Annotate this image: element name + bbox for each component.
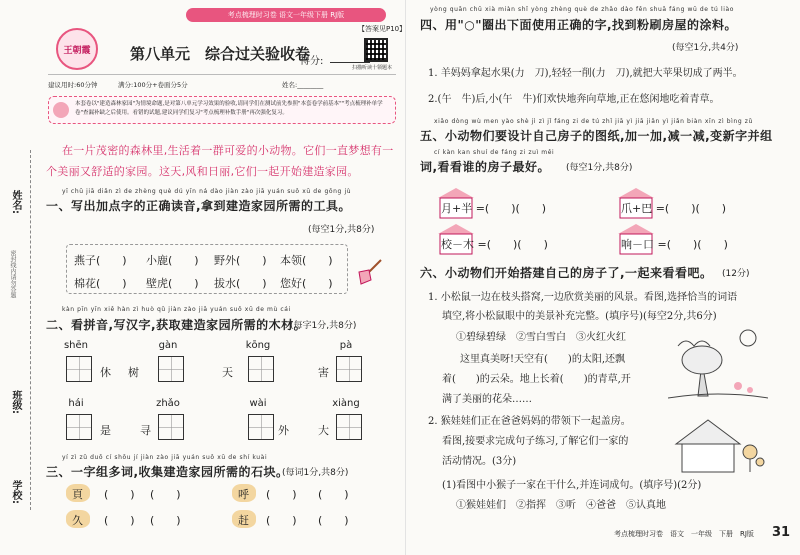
q3-blank-1a[interactable]: ( ) [104,488,135,501]
q2-score: (每字1分,共8分) [290,321,357,331]
q2-py-8: xiàng [332,398,360,409]
q2-py-3: kōng [245,340,271,351]
q6-p2-line2: 看图,接要求完成句子练习,了解它们一家的 [442,436,629,447]
q4-pinyin: yòng quān chū xià miàn shǐ yòng zhèng què de zhǎo dào fěn shuā fáng wū de tú liào [430,6,735,13]
class-label: 班级: [10,390,21,414]
q2-py-2: gàn [158,340,178,351]
q2-box-8[interactable] [336,414,362,440]
q2-py-6: zhǎo [156,398,180,409]
q5-eq-4[interactable]: 响－口 =( )( ) [621,238,728,251]
q2-box-2[interactable] [158,356,184,382]
q1-item-7[interactable]: 拔水( ) [214,277,267,290]
q1-score: (每空1分,共8分) [308,225,375,235]
qr-code-icon [364,38,388,62]
qr-caption: 扫描听读十领题本 [352,65,393,71]
q5-eq-1[interactable]: 月+半 =( )( ) [441,202,547,215]
scene-illustration [668,326,768,404]
q2-box-6[interactable] [158,414,184,440]
intro-box [48,96,396,124]
q1-item-8[interactable]: 您好( ) [280,277,333,290]
q2-char-6: 寻 [140,424,151,437]
q2-char-8: 大 [318,424,329,437]
page-title: 第八单元 综合过关验收卷 [130,45,311,63]
q6-options-2: ①猴娃娃们 ②指挥 ③听 ④爸爸 ⑤认真地 [456,500,666,511]
q2-pinyin: kàn pīn yīn xiě hàn zì huò qǔ jiàn zào jiā yuán suǒ xū de mù cái [62,306,291,313]
q2-char-4: 害 [318,366,329,379]
q3-char-1: 頁 [72,488,83,501]
q2-box-4[interactable] [336,356,362,382]
q5-title-1: 五、小动物们要设计自己房子的图纸,加一加,减一减,变新字并组 [420,129,773,143]
q2-char-1: 休 [100,366,111,379]
score-label: 得分: [300,56,324,67]
q6-title: 六、小动物们开始搭建自己的房子了,一起来看看吧。 [420,266,713,280]
q5-eq-3[interactable]: 校－木 =( )( ) [441,238,548,251]
q2-py-1: shēn [63,340,89,351]
meta-name: 姓名:________ [282,81,324,89]
monkey-family-illustration [668,414,768,476]
q3-title: 三、一字组多词,收集建造家园所需的石块。 [46,465,289,479]
q3-blank-2b[interactable]: ( ) [318,488,349,501]
q3-blank-3a[interactable]: ( ) [104,514,135,527]
q2-char-3: 天 [222,366,233,379]
q1-item-3[interactable]: 野外( ) [214,254,267,267]
score-line [330,62,370,63]
q3-blank-4a[interactable]: ( ) [266,514,297,527]
q5-pinyin: xiǎo dòng wù men yào shè jì zì jǐ fáng zi de tú zhǐ jiā yì jiā jiǎn yì jiǎn biàn xīn zì bìng zǔ [434,118,753,125]
q6-options-1: ①碧绿碧绿 ②雪白雪白 ③火红火红 [456,332,626,343]
q4-sentence-2[interactable]: 2.(午 牛)后,小(午 牛)们欢快地奔向草地,正在悠闲地吃着青草。 [428,94,720,105]
seal-line [30,150,31,510]
q1-title: 一、写出加点字的正确读音,拿到建造家园所需的工具。 [46,199,352,213]
header-divider [48,74,396,75]
q2-title: 二、看拼音,写汉字,获取建造家园所需的木材。 [46,318,307,332]
q1-item-4[interactable]: 本领( ) [280,254,333,267]
q6-p2-line1: 2. 猴娃娃们正在爸爸妈妈的带领下一起盖房。 [428,416,631,427]
fold-line [405,0,406,555]
q2-py-4: pà [339,340,353,351]
q1-item-2[interactable]: 小鹿( ) [146,254,199,267]
q6-fill-2[interactable]: 着( )的云朵。地上长着( )的青草,开 [442,374,631,385]
q6-fill-3: 满了美丽的花朵…… [442,394,532,405]
q1-item-1[interactable]: 燕子( ) [74,254,127,267]
q3-score: (每词1分,共8分) [282,468,349,478]
q2-box-1[interactable] [66,356,92,382]
meta-full: 满分:100分+卷面分5分 [118,81,188,89]
q6-fill-1[interactable]: 这里真美呀!天空有( )的太阳,还飘 [460,354,625,365]
meta-time: 建议用时:60分钟 [48,81,98,89]
q3-pinyin: yí zì zǔ duō cí shōu jí jiàn zào jiā yuán suǒ xū de shí kuài [62,454,268,461]
q5-pinyin-2: cí kàn kan shuí de fáng zi zuì měi [434,149,555,156]
q6-p2-line3: 活动情况。(3分) [442,456,517,467]
logo [56,28,98,70]
intro-text: 本套卷以"建造森林家园"为情境命题,是对第八单元学习效果的验收,请同学们在测试前先参照"本套卷学前基本""考点梳理补单学卷"查漏补缺之后使用。看错的试题,建议同学们复习"考点梳理补数手册"再次强化复习。 [75,101,383,116]
q2-char-5: 是 [100,424,111,437]
q3-char-4: 赶 [238,514,249,527]
q3-blank-1b[interactable]: ( ) [150,488,181,501]
q6-score: (12分) [722,269,750,279]
q2-char-2: 树 [128,366,139,379]
q1-item-6[interactable]: 壁虎( ) [146,277,199,290]
q3-char-3: 久 [72,514,83,527]
q1-pinyin: yī chū jiā diǎn zì de zhèng què dú yīn ná dào jiàn zào jiā yuán suǒ xū de gōng jù [62,188,352,195]
q4-sentence-1[interactable]: 1. 羊妈妈拿起水果(力 刀),轻轻一削(力 刀),就把大苹果切成了两半。 [428,68,743,79]
q2-box-7[interactable] [248,414,274,440]
q5-eq-2[interactable]: 爪+巴 =( )( ) [621,202,727,215]
page-number: 31 [772,525,791,540]
logo-text: 王朝霞 [63,46,91,56]
q1-item-5[interactable]: 棉花( ) [74,277,127,290]
q2-char-7: 外 [278,424,289,437]
name-label: 姓名: [10,190,21,214]
q4-score: (每空1分,共4分) [672,43,739,53]
school-label: 学校: [10,480,21,504]
q3-blank-4b[interactable]: ( ) [318,514,349,527]
q4-title: 四、用"○"圈出下面使用正确的字,找到粉刷房屋的涂料。 [420,18,738,32]
top-banner: 考点梳理时习卷 语文一年级下册 RJ版 [186,8,386,22]
story-line-2: 个美丽又舒适的家园。这天,风和日丽,它们一起开始建造家园。 [46,165,359,178]
book-icon [53,102,69,118]
binding-strip [8,150,24,510]
q5-score: (每空1分,共8分) [566,163,633,173]
q6-p2-sub: (1)看图中小猴子一家在干什么,并连词成句。(填序号)(2分) [442,480,702,491]
footer-text: 考点梳理时习卷 语文 一年级 下册 RJ版 [614,530,754,538]
q2-py-5: hái [68,398,84,409]
q6-p1-line1: 1. 小松鼠一边在枝头搭窝,一边欣赏美丽的风景。看图,选择恰当的词语 [428,292,738,303]
q6-p1-line2: 填空,将小松鼠眼中的美景补充完整。(填序号)(每空2分,共6分) [442,311,717,322]
q3-char-2: 呼 [238,488,249,501]
q2-py-7: wài [249,398,267,409]
seal-note: 密封线内请勿答题 [9,250,16,298]
q5-title-2: 词,看看谁的房子最好。 [420,160,551,174]
q2-box-3[interactable] [248,356,274,382]
story-line-1: 在一片茂密的森林里,生活着一群可爱的小动物。它们一直梦想有一 [62,144,394,157]
q3-blank-2a[interactable]: ( ) [266,488,297,501]
shovel-icon [355,258,385,286]
q2-box-5[interactable] [66,414,92,440]
q3-blank-3b[interactable]: ( ) [150,514,181,527]
answer-tag: 【答案见P10】 [358,25,407,33]
